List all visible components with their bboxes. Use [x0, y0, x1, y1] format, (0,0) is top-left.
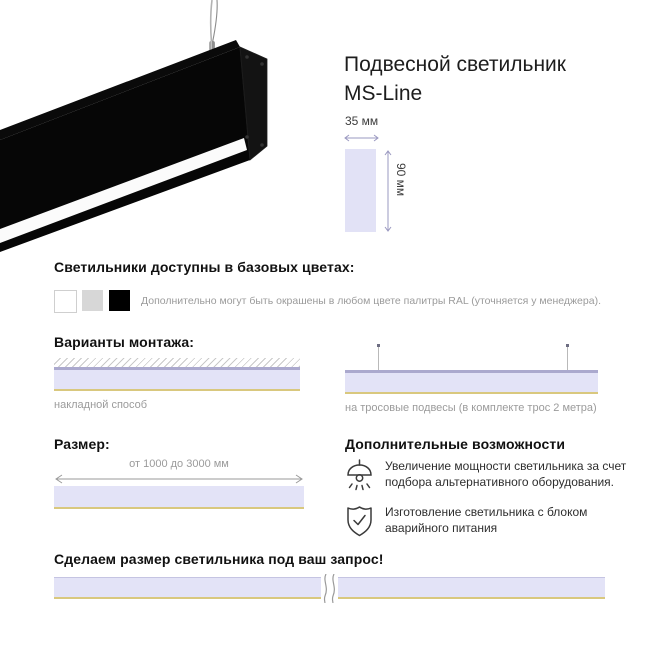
width-dimension-label: 35 мм — [345, 114, 379, 128]
luminaire-bar — [54, 370, 300, 391]
mounting-option-surface — [54, 358, 300, 411]
pendant-light-render — [0, 0, 330, 260]
ceiling-hatch — [54, 358, 300, 367]
width-dimension-arrow — [343, 133, 380, 143]
height-dimension-arrow — [383, 149, 393, 233]
mounting-heading: Варианты монтажа: — [54, 334, 195, 350]
page-title — [344, 50, 644, 108]
screw-icon — [245, 135, 249, 139]
size-sample-bar — [54, 486, 304, 509]
feature-text: Увеличение мощности светильника за счет подбора альтернативного оборудования. — [385, 459, 627, 489]
features-heading: Дополнительные возможности — [345, 436, 566, 452]
mounting-option-suspended — [345, 370, 598, 414]
size-range-label: от 1000 до 3000 мм — [129, 458, 229, 470]
size-range-arrow — [54, 473, 304, 485]
ral-note: Дополнительно могут быть окрашены в любом цвете палитры RAL (уточняется у менеджера). — [141, 295, 601, 307]
shield-check-icon — [344, 503, 375, 538]
bar-break — [321, 574, 338, 603]
mounting-option-label: накладной способ — [54, 399, 148, 411]
page-title-line1: Подвесной светильник — [344, 53, 566, 76]
feature-text: Изготовление светильника с блоком аварийного питания — [385, 505, 588, 535]
suspension-wire — [378, 347, 379, 370]
cable-wire — [211, 0, 212, 43]
mounting-option-label: на тросовые подвесы (в комплекте трос 2 метра) — [345, 402, 597, 414]
luminaire-bar — [345, 373, 598, 394]
color-swatch-gray — [82, 290, 103, 311]
bar-top-line — [345, 370, 598, 373]
page-title-line2: MS-Line — [344, 82, 423, 105]
color-swatch-black — [109, 290, 130, 311]
colors-heading: Светильники доступны в базовых цветах: — [54, 259, 355, 275]
profile-cross-section — [345, 149, 376, 232]
cable-wire-2 — [213, 0, 217, 41]
size-heading: Размер: — [54, 436, 110, 452]
screw-icon — [260, 143, 264, 147]
screw-icon — [260, 62, 264, 66]
custom-size-heading: Сделаем размер светильника под ваш запрос! — [54, 551, 384, 567]
pendant-lamp-icon — [343, 458, 376, 493]
custom-size-bar — [54, 577, 605, 599]
height-dimension-label: 90 мм — [394, 163, 408, 197]
screw-icon — [245, 55, 249, 59]
suspension-wire — [567, 347, 568, 370]
color-swatch-white — [54, 290, 77, 313]
